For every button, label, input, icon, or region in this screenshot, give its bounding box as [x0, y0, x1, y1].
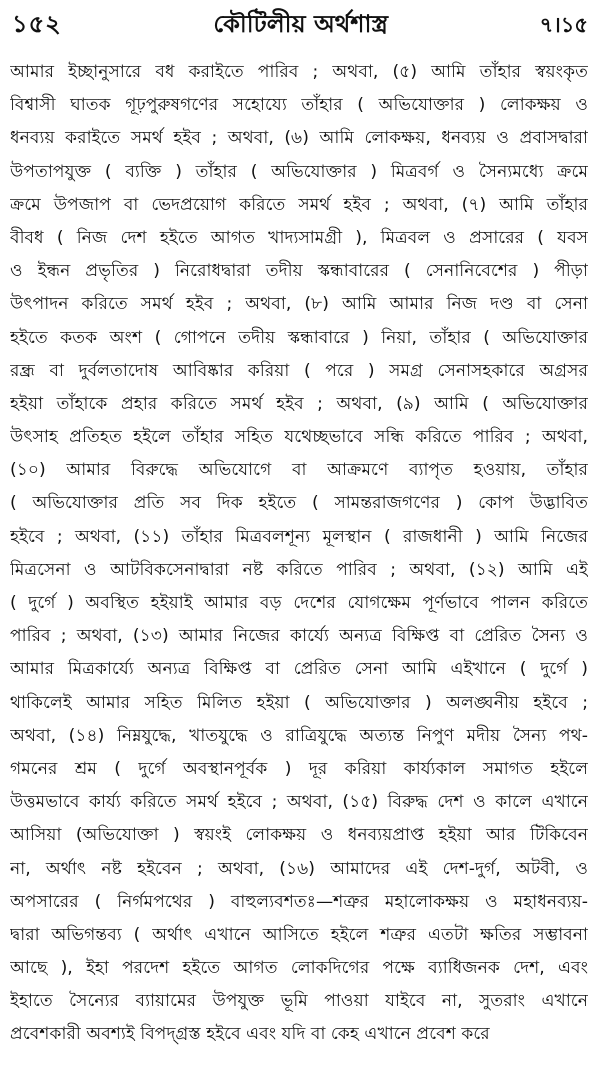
text-line: ধনব্যয় করাইতে সমর্থ হইব ; অথবা, (৬) আমি লোকক্ষয়, ধনব্যয় ও প্রবাসদ্বারা [10, 128, 588, 149]
text-line: ক্রমে উপজাপ বা ভেদপ্রয়োগ করিতে সমর্থ হইব ; অথবা, (৭) আমি তাঁহার [10, 194, 588, 215]
text-line: উত্তমভাবে কার্য্য করিতে সমর্থ হইবে ; অথবা, (১৫) বিরুদ্ধ দেশ ও কালে এখানে [10, 792, 588, 813]
running-title: কৌটিলীয় অর্থশাস্ত্র [213, 10, 388, 38]
text-line: আসিয়া (অভিযোক্তা ) স্বয়ংই লোকক্ষয় ও ধনব্যয়প্রাপ্ত হইয়া আর টিকিবেন [10, 825, 588, 846]
text-line: ও ইন্ধন প্রভৃতির ) নিরোধদ্বারা তদীয় স্কন্ধাবারের ( সেনানিবেশের ) পীড়া [10, 261, 588, 282]
section-reference: ৭।১৫ [539, 12, 588, 37]
text-line: (১০) আমার বিরুদ্ধে অভিযোগে বা আক্রমণে ব্যাপৃত হওয়ায়, তাঁহার [10, 460, 588, 481]
text-line: হইয়া তাঁহাকে প্রহার করিতে সমর্থ হইব ; অথবা, (৯) আমি ( অভিযোক্তার [10, 393, 588, 414]
running-header [12, 8, 588, 44]
text-line: বিশ্বাসী ঘাতক গূঢ়পুরুষগণের সহোয্যে তাঁহার ( অভিযোক্তার ) লোকক্ষয় ও [10, 95, 588, 116]
text-line: হইতে কতক অংশ ( গোপনে তদীয় স্কন্ধাবারে ) নিয়া, তাঁহার ( অভিযোক্তার [10, 327, 588, 348]
text-line: বীবধ ( নিজ দেশ হইতে আগত খাদ্যসামগ্রী ), মিত্রবল ও প্রসারের ( যবস [10, 227, 588, 248]
text-line: পারিব ; অথবা, (১৩) আমার নিজের কার্য্যে অন্যত্র বিক্ষিপ্ত বা প্রেরিত সৈন্য ও [10, 626, 588, 647]
text-line: অথবা, (১৪) নিম্নযুদ্ধে, খাতযুদ্ধে ও রাত্রিযুদ্ধে অত্যন্ত নিপুণ মদীয় সৈন্য পথ- [10, 725, 588, 746]
text-line: রন্ধ্র বা দুর্বলতাদোষ আবিষ্কার করিয়া ( পরে ) সমগ্র সেনাসহকারে অগ্রসর [10, 360, 588, 381]
text-line: দ্বারা অভিগন্তব্য ( অর্থাৎ এখানে আসিতে হইলে শত্রুর এতটা ক্ষতির সম্ভাবনা [10, 924, 588, 945]
text-line: আছে ), ইহা পরদেশ হইতে আগত লোকদিগের পক্ষে ব্যাধিজনক দেশ, এবং [10, 958, 588, 979]
text-line: থাকিলেই আমার সহিত মিলিত হইয়া ( অভিযোক্তার ) অলঙ্ঘনীয় হইবে ; [10, 692, 588, 713]
text-line: মিত্রসেনা ও আটবিকসেনাদ্বারা নষ্ট করিতে পারিব ; অথবা, (১২) আমি এই [10, 559, 588, 580]
body-text [10, 56, 588, 1052]
text-line: অপসারের ( নির্গমপথের ) বাহুল্যবশতঃ—শত্রুর মহালোকক্ষয় ও মহাধনব্যয়- [10, 891, 588, 912]
text-line: ( দুর্গে ) অবস্থিত হইয়াই আমার বড় দেশের যোগক্ষেম পূর্ণভাবে পালন করিতে [10, 593, 588, 613]
text-line: না, অর্থাৎ নষ্ট হইবেন ; অথবা, (১৬) আমাদের এই দেশ-দুর্গ, অটবী, ও [10, 858, 588, 879]
text-line: হইবে ; অথবা, (১১) তাঁহার মিত্রবলশূন্য মূলস্থান ( রাজধানী ) আমি নিজের [10, 526, 588, 547]
text-line: আমার ইচ্ছানুসারে বধ করাইতে পারিব ; অথবা, (৫) আমি তাঁহার স্বয়ংকৃত [10, 62, 588, 82]
page-number: ১৫২ [12, 10, 62, 38]
text-line: উপতাপযুক্ত ( ব্যক্তি ) তাঁহার ( অভিযোক্তার ) মিত্রবর্গ ও সৈন্যমধ্যে ক্রমে [10, 161, 588, 182]
text-line: আমার মিত্রকার্য্যে অন্যত্র বিক্ষিপ্ত বা প্রেরিত সেনা আমি এইখানে ( দুর্গে ) [10, 659, 588, 680]
text-line: উৎপাদন করিতে সমর্থ হইব ; অথবা, (৮) আমি আমার নিজ দণ্ড বা সেনা [10, 294, 588, 315]
text-line: প্রবেশকারী অবশ্যই বিপদ্‌গ্রস্ত হইবে এবং যদি বা কেহ এখানে প্রবেশ করে [10, 1024, 490, 1045]
text-line: গমনের শ্রম ( দুর্গে অবস্থানপূর্বক ) দূর করিয়া কার্য্যকাল সমাগত হইলে [10, 758, 588, 779]
text-line: ( অভিযোক্তার প্রতি সব দিক হইতে ( সামন্তরাজগণের ) কোপ উদ্ভাবিত [10, 493, 588, 514]
text-line: উৎসাহ প্রতিহত হইলে তাঁহার সহিত যথেচ্ছভাবে সন্ধি করিতে পারিব ; অথবা, [10, 427, 588, 448]
text-line: ইহাতে সৈন্যের ব্যায়ামের উপযুক্ত ভূমি পাওয়া যাইবে না, সুতরাং এখানে [10, 991, 588, 1012]
